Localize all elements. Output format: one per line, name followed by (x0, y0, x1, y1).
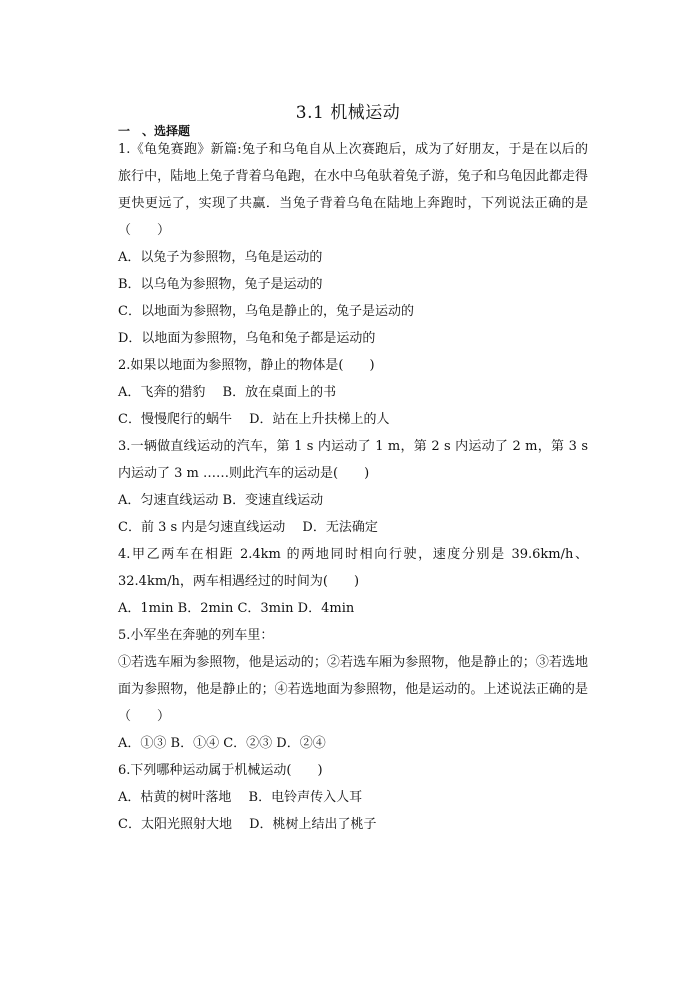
question-3-options-ab: A．匀速直线运动 B．变速直线运动 (118, 493, 324, 508)
question-1-option-b: B．以乌龟为参照物，兔子是运动的 (118, 277, 323, 292)
question-1-option-d: D．以地面为参照物，乌龟和兔子都是运动的 (118, 331, 376, 346)
question-1-option-c: C．以地面为参照物，乌龟是静止的，兔子是运动的 (118, 304, 414, 319)
question-6-stem: 6.下列哪种运动属于机械运动( ) (118, 763, 323, 778)
question-6-options-cd: C．太阳光照射大地 D．桃树上结出了桃子 (118, 817, 377, 832)
question-4-stem: 4.甲乙两车在相距 2.4km 的两地同时相向行驶，速度分别是 39.6km/h、32.4km/h，两车相遇经过的时间为( ) (118, 547, 588, 589)
question-2-stem: 2.如果以地面为参照物，静止的物体是( ) (118, 358, 375, 373)
question-2-options-cd: C．慢慢爬行的蜗牛 D．站在上升扶梯上的人 (118, 412, 390, 427)
question-4-options: A．1min B．2min C．3min D．4min (118, 601, 355, 616)
question-3-options-cd: C．前 3 s 内是匀速直线运动 D．无法确定 (118, 520, 378, 535)
question-1-option-a: A．以兔子为参照物，乌龟是运动的 (118, 250, 323, 265)
question-6-options-ab: A．枯黄的树叶落地 B．电铃声传入人耳 (118, 790, 363, 805)
question-5-options: A．①③ B．①④ C．②③ D．②④ (118, 736, 326, 751)
question-5-stem: 5.小军坐在奔驰的列车里： (118, 628, 274, 643)
question-list (118, 136, 588, 838)
question-3-stem: 3.一辆做直线运动的汽车，第 1 s 内运动了 1 m，第 2 s 内运动了 2 m，第 3 s 内运动了 3 m ……则此汽车的运动是( ) (118, 439, 588, 481)
page-title: 3.1 机械运动 (295, 103, 401, 123)
question-1-stem: 1.《龟兔赛跑》新篇:兔子和乌龟自从上次赛跑后，成为了好朋友，于是在以后的旅行中，陆地上兔子背着乌龟跑，在水中乌龟驮着兔子游，兔子和乌龟因此都走得更快更远了，实现了共赢．当兔子背着乌龟在陆地上奔跑时，下列说法正确的是（ ） (118, 142, 588, 238)
question-2-options-ab: A．飞奔的猎豹 B．放在桌面上的书 (118, 385, 337, 400)
section-heading: 一 、选择题 (118, 124, 191, 138)
question-5-statements: ①若选车厢为参照物，他是运动的；②若选车厢为参照物，他是静止的；③若选地面为参照物，他是静止的；④若选地面为参照物，他是运动的。上述说法正确的是（ ） (118, 655, 588, 724)
